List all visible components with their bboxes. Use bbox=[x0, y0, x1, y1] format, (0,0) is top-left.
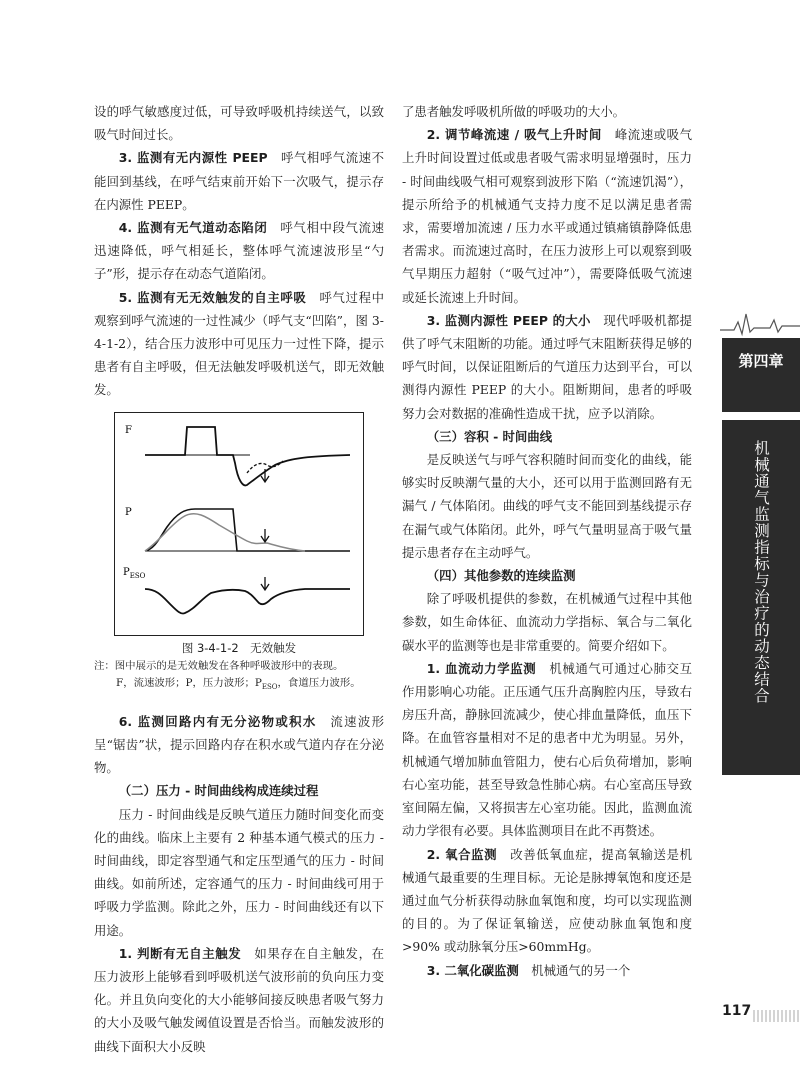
flow-waveform bbox=[145, 427, 350, 485]
pressure-waveform-gray bbox=[145, 513, 305, 550]
section-2-item-2-heading: 2. 调节峰流速 / 吸气上升时间 bbox=[426, 127, 602, 143]
item-4-text: 呼气相中段气流速迅速降低，呼气相延长，整体呼气流速波形呈“勺子”形，提示存在动态气道陷闭。 bbox=[94, 220, 384, 282]
section-4-item-3-heading: 3. 二氧化碳监测 bbox=[426, 962, 519, 978]
pressure-arrow bbox=[261, 529, 269, 542]
flow-label: F bbox=[125, 424, 132, 436]
section-4-item-3 bbox=[402, 959, 692, 982]
waveform-figure bbox=[114, 412, 364, 636]
section-2-item-2-text: 峰流速或吸气上升时间设置过低或患者吸气需求明显增强时，压力 - 时间曲线吸气相可观察到波形下陷（“流速饥渴”），提示所给予的机械通气支持力度不足以满足患者需求，需要增加流速 / 压力水平或通过镇痛镇静降低患者需求。而流速过高时，在压力波形上可以观察到吸气早期压力超射（“吸气过冲”），需要降低吸气流速或延长流速上升时间。 bbox=[402, 127, 693, 305]
continued-paragraph: 了患者触发呼吸机所做的呼吸功的大小。 bbox=[402, 104, 626, 119]
item-6-heading: 6. 监测回路内有无分泌物或积水 bbox=[118, 713, 317, 729]
figure-note: 注：图中展示的是无效触发在各种呼吸波形中的表现。 bbox=[94, 659, 344, 672]
chapter-tab bbox=[722, 338, 800, 412]
section-4-item-2 bbox=[402, 843, 692, 959]
section-2-paragraph: 压力 - 时间曲线是反映气道压力随时间变化而变化的曲线。临床上主要有 2 种基本通气模式的压力 - 时间曲线，即定容型通气和定压型通气的压力 - 时间曲线。如前所述，定容通气的压力 - 时间曲线可用于呼吸力学监测。除此之外，压力 - 时间曲线还有以下用途。 bbox=[94, 806, 384, 938]
chapter-label: 第四章 bbox=[738, 352, 784, 370]
section-3-title: （三）容积 - 时间曲线 bbox=[426, 428, 553, 444]
section-4-item-3-text: 机械通气的另一个 bbox=[531, 962, 631, 978]
intro-paragraph: 设的呼气敏感度过低，可导致呼吸机持续送气，以致吸气时间过长。 bbox=[94, 104, 384, 143]
section-2-item-1-text: 如果存在自主触发，在压力波形上能够看到呼吸机送气波形前的负向压力变化。并且负向变化的大小能够间接反映患者吸气努力的大小及吸气触发阈值设置是否恰当。而触发波形的曲线下面积大小反映 bbox=[94, 945, 384, 1054]
section-2-item-3-text: 现代呼吸机都提供了呼气末阻断的功能。通过呼气末阻断获得足够的呼气时间，以保证阻断后的气道压力达到平台，可以测得内源性 PEEP 的大小。阻断期间，患者的呼吸努力会对数据的准确性造成干扰，应予以消除。 bbox=[402, 312, 692, 421]
chapter-title-tab bbox=[722, 420, 800, 775]
pressure-waveform bbox=[145, 509, 350, 551]
ecg-line-icon bbox=[720, 308, 800, 338]
section-4-item-2-text: 改善低氧血症，提高氧输送是机械通气最重要的生理目标。无论是脉搏氧饱和度还是通过血气分析获得动脉血氧饱和度，均可以实现监测的目的。为了保证氧输送，应使动脉血氧饱和度>90% 或动脉氧分压>60mmHg。 bbox=[402, 846, 692, 955]
section-2-item-1 bbox=[94, 942, 384, 1058]
esophageal-arrow bbox=[261, 577, 269, 590]
esophageal-waveform bbox=[145, 589, 350, 614]
page-number: 117 bbox=[722, 1003, 752, 1019]
item-3-paragraph bbox=[94, 146, 384, 216]
flow-arrow bbox=[261, 469, 269, 482]
pressure-label: P bbox=[125, 506, 132, 518]
section-4-item-1 bbox=[402, 657, 692, 843]
section-2-item-3-heading: 3. 监测内源性 PEEP 的大小 bbox=[426, 312, 591, 328]
item-5-text: 呼气过程中观察到呼气流速的一过性减少（呼气支“凹陷”，图 3-4-1-2），结合压力波形中可见压力一过性下降，提示患者有自主呼吸，但无法触发呼吸机送气，即无效触发。 bbox=[94, 289, 384, 398]
item-6-text: 流速波形呈“锯齿”状，提示回路内存在积水或气道内存在分泌物。 bbox=[94, 713, 385, 776]
section-4-title: （四）其他参数的连续监测 bbox=[426, 568, 576, 584]
esophageal-pressure-label: $P_{ESO}$ bbox=[123, 566, 146, 580]
figure-note-legend: F，流速波形；P，压力波形；$P_{ESO}$，食道压力波形。 bbox=[116, 676, 361, 691]
item-6-paragraph bbox=[94, 710, 384, 780]
section-2-item-3 bbox=[402, 309, 692, 425]
item-4-paragraph bbox=[94, 216, 384, 286]
left-column bbox=[94, 100, 384, 1058]
waveform-diagram bbox=[115, 413, 363, 635]
section-4-item-2-heading: 2. 氧合监测 bbox=[426, 846, 498, 862]
section-2-item-1-heading: 1. 判断有无自主触发 bbox=[118, 945, 242, 961]
item-4-heading: 4. 监测有无气道动态陷闭 bbox=[118, 220, 268, 236]
section-4-item-1-text: 机械通气可通过心肺交互作用影响心功能。正压通气压升高胸腔内压，导致右房压升高，静脉回流减少，使心排血量降低，血压下降。在血管容量相对不足的患者中尤为明显。另外，机械通气增加肺血管阻力，使右心后负荷增加，影响右心室功能，甚至导致急性肺心病。右心室高压导致室间隔左偏，又将损害左心室功能。因此，监测血流动力学很有必要。具体监测项目在此不再赘述。 bbox=[402, 660, 692, 839]
item-5-heading: 5. 监测有无无效触发的自主呼吸 bbox=[118, 289, 307, 305]
section-3-paragraph: 是反映送气与呼气容积随时间而变化的曲线，能够实时反映潮气量的大小，还可以用于监测回路有无漏气 / 气体陷闭。曲线的呼气支不能回到基线提示存在漏气或气体陷闭。此外，呼气气量明显高于吸气量提示患者存在主动呼气。 bbox=[402, 452, 692, 560]
right-column bbox=[402, 100, 692, 982]
item-5-paragraph bbox=[94, 286, 384, 402]
figure-caption: 图 3-4-1-2 无效触发 bbox=[181, 640, 297, 655]
section-4-item-1-heading: 1. 血流动力学监测 bbox=[426, 660, 537, 676]
section-4-paragraph: 除了呼吸机提供的参数，在机械通气过程中其他参数，如生命体征、血流动力学指标、氧合与二氧化碳水平的监测等也是非常重要的。简要介绍如下。 bbox=[402, 591, 692, 653]
item-3-text: 呼气相呼气流速不能回到基线，在呼气结束前开始下一次吸气，提示存在内源性 PEEP。 bbox=[94, 150, 385, 212]
page-number-hatch-icon bbox=[752, 1010, 800, 1022]
section-2-title: （二）压力 - 时间曲线构成连续过程 bbox=[118, 783, 319, 799]
chapter-title: 机械通气监测指标与治疗的动态结合 bbox=[752, 440, 770, 704]
item-3-heading: 3. 监测有无内源性 PEEP bbox=[118, 150, 268, 166]
section-2-item-2 bbox=[402, 123, 692, 309]
